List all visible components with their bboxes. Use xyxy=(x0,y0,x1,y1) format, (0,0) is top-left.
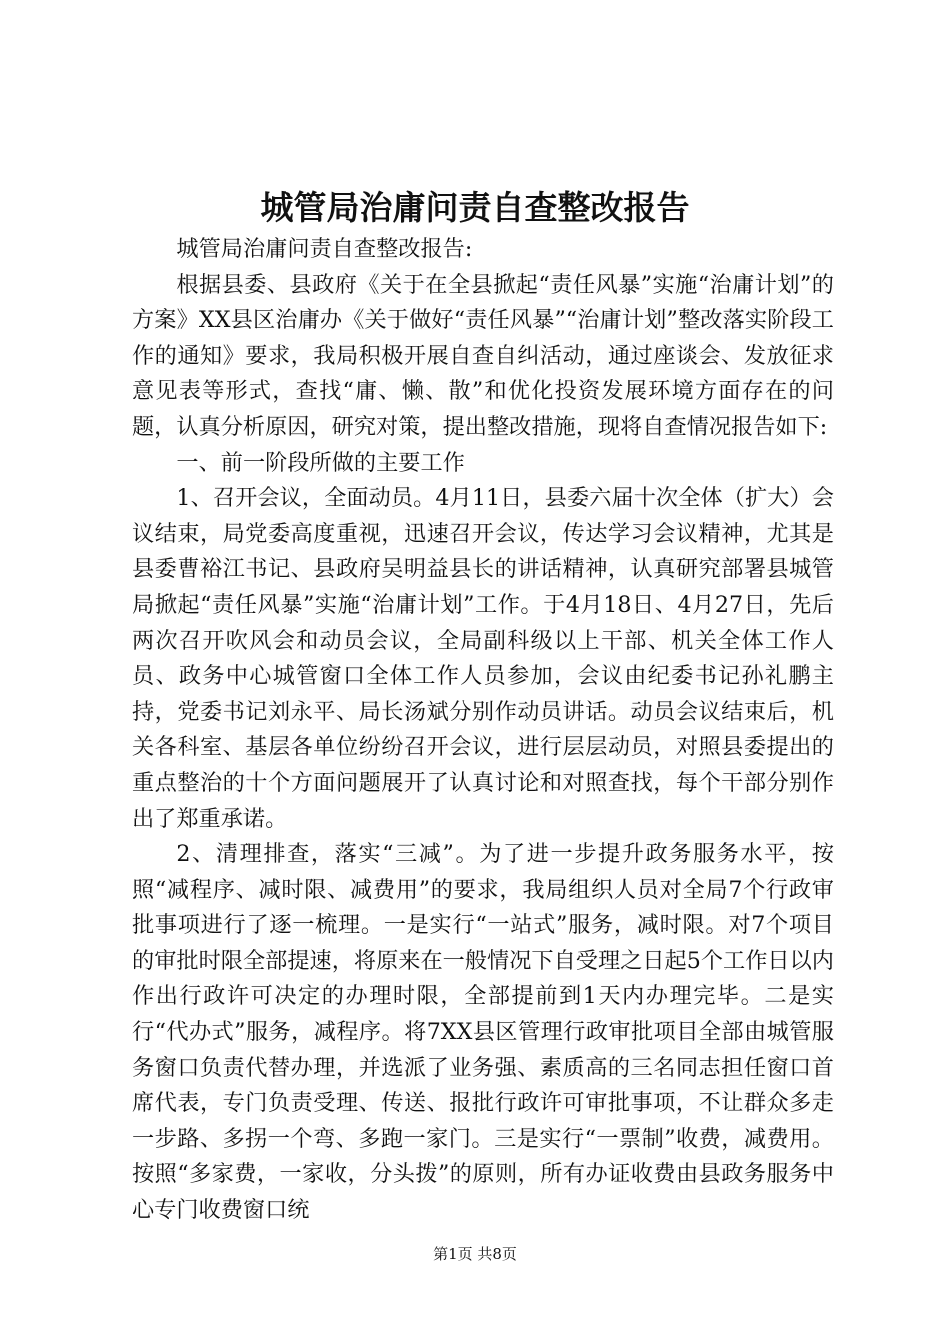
paragraph-heading: 城管局治庸问责自查整改报告: xyxy=(176,236,473,262)
paragraph-item-2: 2、清理排查，落实“三减”。为了进一步提升政务服务水平，按照“减程序、减时限、减费用”的要求，我局组织人员对全局7个行政审批事项进行了逐一梳理。一是实行“一站式”服务，减时限。对7个项目的审批时限全部提速，将原来在一般情况下自受理之日起5个工作日以内作出行政许可决定的办理时限，全部提前到1天内办理完毕。二是实行“代办式”服务，减程序。将7XX县区管理行政审批项目全部由城管服务窗口负责代替办理，并选派了业务强、素质高的三名同志担任窗口首席代表，专门负责受理、传送、报批行政许可审批事项，不让群众多走一步路、多拐一个弯、多跑一家门。三是实行“一票制”收费，减费用。按照“多家费，一家收，分头拨”的原则，所有办证收费由县政务服务中心专门收费窗口统 xyxy=(132,841,834,1224)
paragraph-intro: 根据县委、县政府《关于在全县掀起“责任风暴”实施“治庸计划”的方案》XX县区治庸办《关于做好“责任风暴”“治庸计划”整改落实阶段工作的通知》要求，我局积极开展自查自纠活动，通过座谈会、发放征求意见表等形式，查找“庸、懒、散”和优化投资发展环境方面存在的问题，认真分析原因，研究对策，提出整改措施，现将自查情况报告如下: xyxy=(132,271,834,440)
page-footer: 第1页 共8页 xyxy=(433,1245,517,1263)
paragraph-item-1: 1、召开会议，全面动员。4月11日，县委六届十次全体（扩大）会议结束，局党委高度重视，迅速召开会议，传达学习会议精神，尤其是县委曹裕江书记、县政府吴明益县长的讲话精神，认真研究部署县城管局掀起“责任风暴”实施“治庸计划”工作。于4月18日、4月27日，先后两次召开吹风会和动员会议，全局副科级以上干部、机关全体工作人员、政务中心城管窗口全体工作人员参加，会议由纪委书记孙礼鹏主持，党委书记刘永平、局长汤斌分别作动员讲话。动员会议结束后，机关各科室、基层各单位纷纷召开会议，进行层层动员，对照县委提出的重点整治的十个方面问题展开了认真讨论和对照查找，每个干部分别作出了郑重承诺。 xyxy=(132,485,834,832)
document-title: 城管局治庸问责自查整改报告 xyxy=(260,188,690,227)
section-heading: 一、前一阶段所做的主要工作 xyxy=(176,449,465,476)
document-body xyxy=(132,232,834,1229)
